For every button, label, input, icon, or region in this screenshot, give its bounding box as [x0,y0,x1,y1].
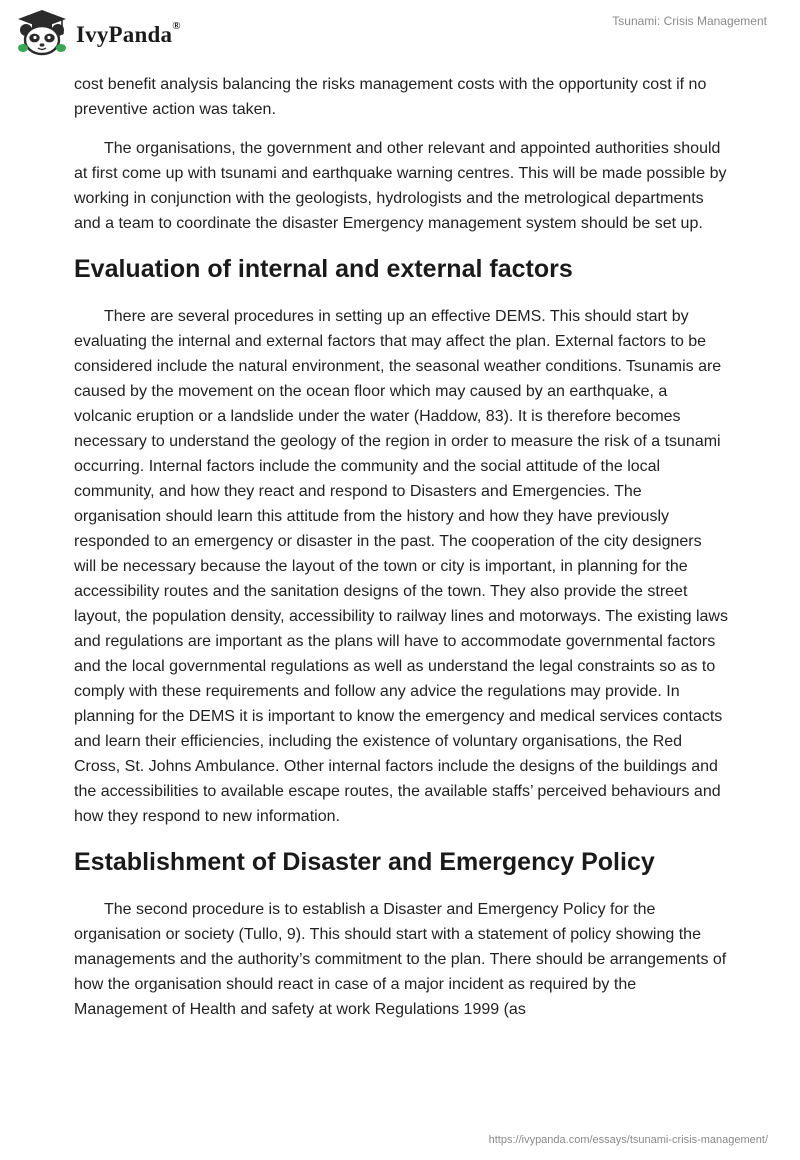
essay-body [74,72,728,1036]
intro-continuation-paragraph: cost benefit analysis balancing the risks management costs with the opportunity cost if no preventive action was taken. [74,76,707,118]
source-url[interactable]: https://ivypanda.com/essays/tsunami-crisis-management/ [488,1134,768,1146]
brand-logo[interactable] [14,8,181,58]
evaluation-paragraph: There are several procedures in setting up an effective DEMS. This should start by evaluating the internal and external factors that may affect the plan. External factors to be considered include the natural environment, the seasonal weather conditions. Tsunamis are caused by the movement on the ocean floor which may caused by an earthquake, a volcanic eruption or a landslide under the water (Haddow, 83). It is therefore becomes necessary to understand the geology of the region in order to measure the risk of a tsunami occurring. Internal factors include the community and the social attitude of the local community, and how they react and respond to Disasters and Emergencies. The organisation should learn this attitude from the history and how they have previously responded to an emergency or disaster in the past. The cooperation of the city designers will be necessary because the layout of the town or city is important, in planning for the accessibility routes and the sanitation designs of the town. They also provide the street layout, the population density, accessibility to railway lines and motorways. The existing laws and regulations are important as the plans will have to accommodate governmental factors and the local governmental regulations as well as understand the legal constraints so as to comply with these requirements and follow any advice the regulations may provide. In planning for the DEMS it is important to know the emergency and medical services contacts and learn their efficiencies, including the existence of voluntary organisations, the Red Cross, St. Johns Ambulance. Other internal factors include the designs of the buildings and the accessibilities to available escape routes, the available staffs’ perceived behaviours and how they respond to new information. [74,308,728,825]
section-heading-policy: Establishment of Disaster and Emergency Policy [74,848,655,876]
section-heading-evaluation: Evaluation of internal and external factors [74,255,573,283]
page-header [0,0,800,72]
document-title: Tsunami: Crisis Management [612,14,767,28]
brand-name: IvyPanda® [76,20,181,47]
policy-paragraph: The second procedure is to establish a Disaster and Emergency Policy for the organisation or society (Tullo, 9). This should start with a statement of policy showing the managements and the authority’s commitment to the plan. There should be arrangements of how the organisation should react in case of a major incident as required by the Management of Health and safety at work Regulations 1999 (as [74,901,727,1018]
authorities-paragraph: The organisations, the government and other relevant and appointed authorities should at first come up with tsunami and earthquake warning centres. This will be made possible by working in conjunction with the geologists, hydrologists and the metrological departments and a team to coordinate the disaster Emergency management system should be set up. [74,140,727,232]
panda-graduate-icon [14,8,70,58]
